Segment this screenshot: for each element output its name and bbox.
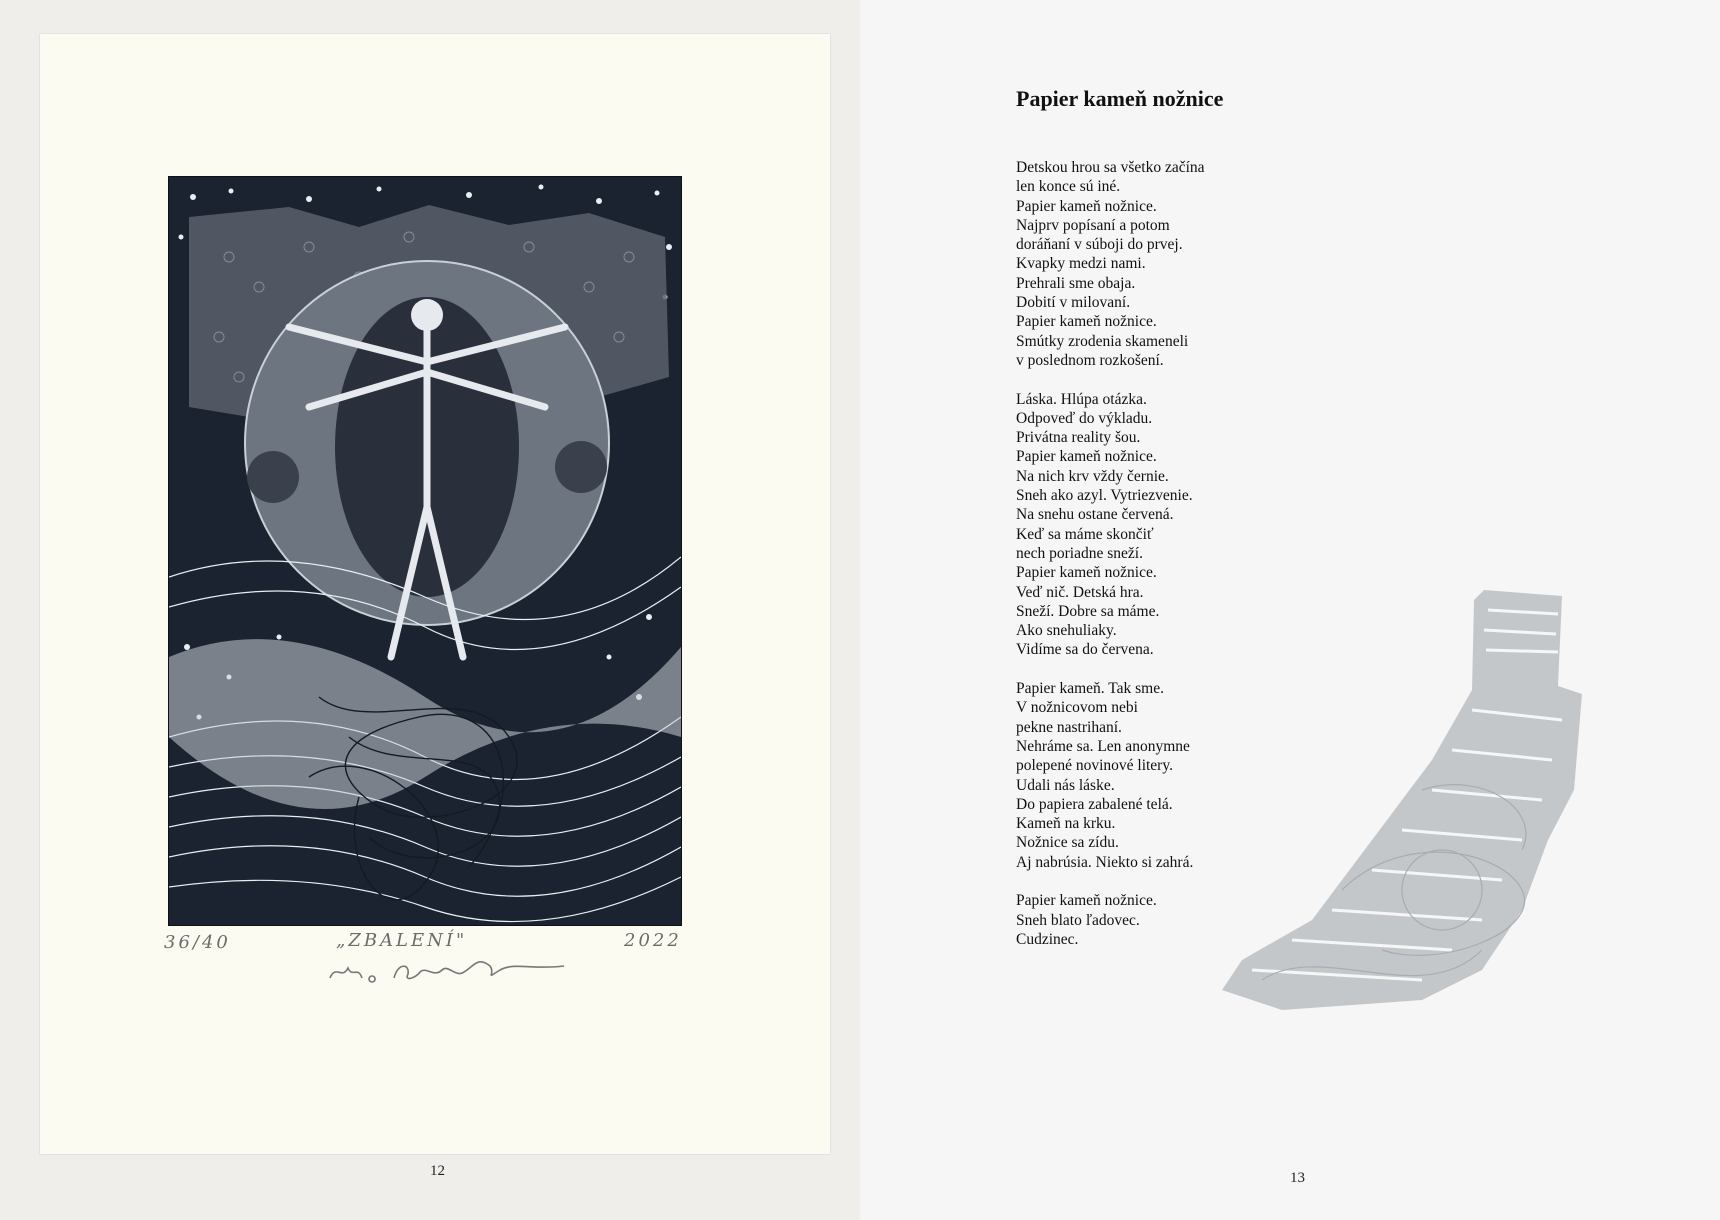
poem-line: pekne nastrihaní.	[1016, 718, 1122, 736]
poem-line: Papier kameň nožnice.	[1016, 313, 1157, 331]
decorative-illustration	[1222, 590, 1632, 1100]
poem-line: Sneží. Dobre sa máme.	[1016, 602, 1160, 620]
poem-line: Ako snehuliaky.	[1016, 622, 1117, 640]
poem-line: Sneh blato ľadovec.	[1016, 911, 1140, 929]
engraving-artwork	[168, 176, 682, 926]
poem-line: polepené novinové litery.	[1016, 757, 1173, 775]
poem-line: Cudzinec.	[1016, 930, 1079, 948]
print-year: 2022	[624, 930, 682, 951]
print-title: „ZBALENÍ"	[336, 930, 468, 951]
page-number-right: 13	[1290, 1170, 1305, 1186]
poem-line: v poslednom rozkošení.	[1016, 351, 1164, 369]
poem-line: Veď nič. Detská hra.	[1016, 583, 1144, 601]
poem-line: nech poriadne sneží.	[1016, 544, 1143, 562]
poem-line: Dobití v milovaní.	[1016, 294, 1131, 312]
poem-line: Kvapky medzi nami.	[1016, 255, 1146, 273]
poem-line: Papier kameň nožnice.	[1016, 197, 1157, 215]
poem-line: Na nich krv vždy černie.	[1016, 467, 1169, 485]
poem-line: Prehrali sme obaja.	[1016, 274, 1136, 292]
poem-line: Nehráme sa. Len anonymne	[1016, 737, 1190, 755]
artist-signature	[324, 948, 604, 988]
poem-line: Keď sa máme skončiť	[1016, 525, 1154, 543]
poem-line: Najprv popísaní a potom	[1016, 216, 1170, 234]
poem-line: Sneh ako azyl. Vytriezvenie.	[1016, 487, 1193, 505]
page-number-left: 12	[430, 1163, 445, 1179]
poem-line: V nožnicovom nebi	[1016, 699, 1138, 717]
poem-line: Na snehu ostane červená.	[1016, 506, 1174, 524]
poem-line: len konce sú iné.	[1016, 178, 1121, 196]
poem-line: Odpoveď do výkladu.	[1016, 409, 1153, 427]
poem-line: Papier kameň. Tak sme.	[1016, 680, 1164, 698]
poem-line: Papier kameň nožnice.	[1016, 892, 1157, 910]
poem-line: Detskou hrou sa všetko začína	[1016, 159, 1205, 176]
poem-line: Aj nabrúsia. Niekto si zahrá.	[1016, 853, 1194, 871]
poem-line: Papier kameň nožnice.	[1016, 564, 1157, 582]
poem-line: Do papiera zabalené telá.	[1016, 795, 1173, 813]
poem-line: Udali nás láske.	[1016, 776, 1115, 794]
poem-line: Privátna reality šou.	[1016, 429, 1141, 447]
poem-line: Láska. Hlúpa otázka.	[1016, 390, 1147, 408]
poem-line: Nožnice sa zídu.	[1016, 834, 1119, 852]
poem-line: Smútky zrodenia skameneli	[1016, 332, 1189, 350]
stanza	[1016, 158, 1336, 370]
poem-line: Kameň na krku.	[1016, 815, 1116, 833]
poem-line: Papier kameň nožnice.	[1016, 448, 1157, 466]
poem-line: doráňaní v súboji do prvej.	[1016, 236, 1183, 254]
edition-number: 36/40	[164, 932, 231, 953]
poem-line: Vidíme sa do červena.	[1016, 641, 1154, 659]
poem-title: Papier kameň nožnice	[1016, 86, 1224, 111]
